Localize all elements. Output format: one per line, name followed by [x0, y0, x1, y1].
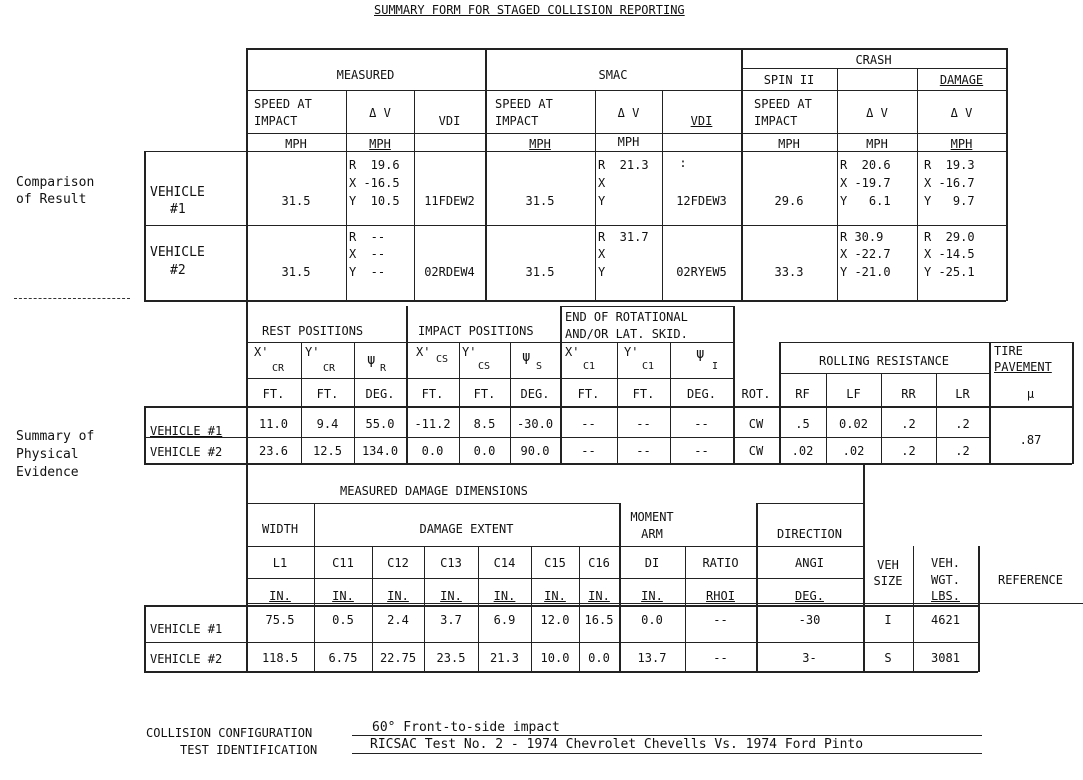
col-psi-s: ψ [522, 349, 531, 365]
test-id-label: TEST IDENTIFICATION [180, 743, 318, 757]
col-x-cs: X' [416, 345, 431, 359]
col-y-cs-sub: CS [478, 361, 491, 372]
unit-7: FT. [577, 387, 600, 401]
rr-col-lf: LF [846, 387, 861, 401]
phys-v1-label: VEHICLE #1 [150, 424, 223, 438]
unit-5: FT. [473, 387, 496, 401]
v1-d-dv-r: R 19.3 [924, 158, 975, 172]
v2-d-dv-r: R 29.0 [924, 230, 975, 244]
pavement-header: PAVEMENT [994, 360, 1052, 374]
direction-header: DIRECTION [776, 527, 843, 541]
veh-wgt-header-3: LBS. [931, 589, 960, 603]
unit-8: FT. [632, 387, 655, 401]
end-rot-header-2: AND/OR LAT. SKID. [565, 327, 688, 341]
dunit-6: IN. [544, 589, 566, 603]
unit-9: DEG. [687, 387, 716, 401]
d-dv-label: Δ V [950, 106, 973, 120]
v2-s-speed: 31.5 [525, 265, 555, 279]
s-vdi-label: VDI [690, 114, 713, 128]
dmg-v2-c11: 6.75 [328, 651, 358, 665]
m-dv-label: Δ V [369, 106, 391, 120]
col-psi-s-sub: S [536, 361, 543, 372]
phys-v1-c6: -30.0 [516, 417, 554, 431]
p-speed-unit: MPH [778, 137, 800, 151]
dunit-4: IN. [440, 589, 462, 603]
dmg-v2-c12: 22.75 [379, 651, 417, 665]
v1-s-dv-x: X [598, 176, 606, 190]
unit-6: DEG. [520, 387, 550, 401]
dmg-v1-l1: 75.5 [265, 613, 295, 627]
p-speed-label-2: IMPACT [754, 114, 798, 128]
phys-v2-c8: -- [636, 444, 651, 458]
form-title: SUMMARY FORM FOR STAGED COLLISION REPORTING [374, 3, 685, 17]
v1-s-dv-r: R 21.3 [598, 158, 649, 172]
col-y-cs: Y' [462, 345, 477, 359]
dunit-1: IN. [269, 589, 291, 603]
vehicle-2-label: VEHICLE [150, 245, 205, 260]
dmg-v1-c15: 12.0 [540, 613, 570, 627]
damage-header: DAMAGE [939, 73, 984, 87]
dmg-v1-c13: 3.7 [440, 613, 462, 627]
side-label-comparison-1: Comparison [16, 175, 95, 190]
v2-p-dv-x: X -22.7 [840, 247, 891, 261]
rr-v2-rot: CW [748, 444, 764, 458]
vehicle-1-num: #1 [170, 202, 186, 217]
v2-m-vdi: 02RDEW4 [424, 265, 475, 279]
col-y-cr-sub: CR [323, 363, 336, 374]
side-label-comparison-2: of Result [16, 192, 87, 207]
dmg-v1-size: I [884, 613, 892, 627]
unit-3: DEG. [365, 387, 395, 401]
veh-wgt-header-2: WGT. [931, 573, 960, 587]
col-psi-r: ψ [367, 352, 376, 368]
rolling-resistance-header: ROLLING RESISTANCE [818, 354, 950, 368]
smac-header: SMAC [598, 68, 628, 82]
v2-d-dv-x: X -14.5 [924, 247, 975, 261]
v2-s-vdi: 02RYEW5 [676, 265, 727, 279]
phys-v2-c5: 0.0 [473, 444, 496, 458]
veh-wgt-header-1: VEH. [931, 556, 960, 570]
phys-v1-c9: -- [694, 417, 709, 431]
dcol-c14: C14 [493, 556, 516, 570]
m-dv-unit: MPH [369, 137, 391, 151]
reference-header: REFERENCE [997, 573, 1064, 587]
width-header: WIDTH [261, 522, 299, 536]
veh-size-header-2: SIZE [873, 574, 903, 588]
phys-v1-c4: -11.2 [414, 417, 451, 431]
dmg-v1-angi: -30 [798, 613, 821, 627]
v2-d-dv-y: Y -25.1 [924, 265, 975, 279]
s-speed-label-1: SPEED AT [495, 97, 553, 111]
phys-v1-c7: -- [581, 417, 596, 431]
phys-v2-c9: -- [694, 444, 709, 458]
dcol-l1: L1 [272, 556, 288, 570]
dmg-v1-label: VEHICLE #1 [150, 622, 223, 636]
v2-m-dv-x: X -- [349, 247, 386, 261]
v1-s-mark: : [679, 156, 687, 170]
phys-v1-c3: 55.0 [365, 417, 395, 431]
dunit-3: IN. [387, 589, 409, 603]
dmg-v1-c12: 2.4 [387, 613, 409, 627]
rr-v2-lr: .2 [955, 444, 970, 458]
col-y-cr: Y' [305, 345, 320, 359]
phys-v2-c6: 90.0 [520, 444, 550, 458]
rr-v2-rf: .02 [791, 444, 814, 458]
v2-m-dv-y: Y -- [349, 265, 386, 279]
col-psi-i-sub: I [712, 361, 719, 372]
veh-size-header-1: VEH [877, 558, 899, 572]
rr-v1-lf: 0.02 [839, 417, 868, 431]
dmg-v1-c11: 0.5 [332, 613, 354, 627]
v2-p-speed: 33.3 [774, 265, 804, 279]
collision-config-value: 60° Front-to-side impact [372, 720, 560, 735]
dcol-ratio: RATIO [702, 556, 739, 570]
s-speed-label-2: IMPACT [495, 114, 539, 128]
v1-m-dv-r: R 19.6 [349, 158, 400, 172]
dcol-angi: ANGI [795, 556, 824, 570]
v1-p-dv-y: Y 6.1 [840, 194, 891, 208]
col-x-cr-sub: CR [272, 363, 285, 374]
dunit-7: IN. [588, 589, 610, 603]
v1-s-speed: 31.5 [525, 194, 555, 208]
dmg-v1-c16: 16.5 [584, 613, 614, 627]
tire-header: TIRE [994, 344, 1023, 358]
dmg-v2-wgt: 3081 [931, 651, 960, 665]
damage-extent-header: DAMAGE EXTENT [419, 522, 514, 536]
unit-1: FT. [262, 387, 285, 401]
dcol-c15: C15 [544, 556, 566, 570]
config-underline [352, 735, 982, 736]
rr-v2-lf: .02 [842, 444, 865, 458]
dmg-v2-c14: 21.3 [490, 651, 519, 665]
s-dv-unit: MPH [617, 135, 640, 149]
p-dv-unit: MPH [866, 137, 888, 151]
phys-v1-c1: 11.0 [259, 417, 288, 431]
spin-header: SPIN II [763, 73, 815, 87]
rest-positions-header: REST POSITIONS [262, 324, 364, 338]
mu-symbol: μ [1026, 387, 1035, 401]
v1-p-speed: 29.6 [774, 194, 804, 208]
col-x-cs-sub: CS [436, 354, 449, 365]
side-label-physical-2: Physical [16, 447, 79, 462]
rr-v1-rf: .5 [795, 417, 810, 431]
phys-v2-c1: 23.6 [259, 444, 288, 458]
rr-v1-lr: .2 [955, 417, 970, 431]
v1-d-dv-x: X -16.7 [924, 176, 975, 190]
dmg-v2-angi: 3- [802, 651, 817, 665]
measured-header: MEASURED [336, 68, 395, 82]
phys-v2-c4: 0.0 [421, 444, 444, 458]
dmg-v2-size: S [884, 651, 892, 665]
m-speed-unit: MPH [285, 137, 307, 151]
col-psi-r-sub: R [380, 363, 387, 374]
v2-p-dv-y: Y -21.0 [840, 265, 891, 279]
vehicle-1-label: VEHICLE [150, 185, 205, 200]
m-speed-label-1: SPEED AT [254, 97, 312, 111]
impact-positions-header: IMPACT POSITIONS [418, 324, 534, 338]
col-y-c1-sub: C1 [642, 361, 655, 372]
dcol-di: DI [644, 556, 660, 570]
v2-s-dv-y: Y [598, 265, 606, 279]
dmg-v2-di: 13.7 [637, 651, 667, 665]
v2-p-dv-r: R 30.9 [840, 230, 884, 244]
dunit-2: IN. [332, 589, 354, 603]
side-label-physical-1: Summary of [16, 429, 95, 444]
p-speed-label-1: SPEED AT [754, 97, 812, 111]
phys-v2-c3: 134.0 [361, 444, 399, 458]
col-x-cr: X' [254, 345, 269, 359]
test-underline [352, 753, 982, 754]
rr-col-lr: LR [955, 387, 970, 401]
crash-header: CRASH [855, 53, 892, 67]
rr-v1-rr: .2 [901, 417, 916, 431]
v1-p-dv-x: X -19.7 [840, 176, 891, 190]
side-label-physical-3: Evidence [16, 465, 79, 480]
d-dv-unit: MPH [950, 137, 973, 151]
dmg-v2-c16: 0.0 [588, 651, 610, 665]
dmg-v1-c14: 6.9 [493, 613, 516, 627]
v1-s-dv-y: Y [598, 194, 606, 208]
v2-m-speed: 31.5 [281, 265, 311, 279]
phys-v1-c5: 8.5 [473, 417, 496, 431]
v1-m-dv-x: X -16.5 [349, 176, 400, 190]
phys-v2-label: VEHICLE #2 [150, 445, 223, 459]
rr-col-rf: RF [795, 387, 810, 401]
dunit-10: DEG. [795, 589, 824, 603]
mdd-header: MEASURED DAMAGE DIMENSIONS [340, 484, 528, 498]
dmg-v1-di: 0.0 [641, 613, 663, 627]
phys-v1-c2: 9.4 [316, 417, 339, 431]
phys-v2-c2: 12.5 [313, 444, 342, 458]
m-speed-label-2: IMPACT [254, 114, 298, 128]
dcol-c12: C12 [387, 556, 409, 570]
section-divider [14, 298, 130, 300]
col-x-c1: X' [565, 345, 580, 359]
dcol-c16: C16 [588, 556, 610, 570]
dmg-v1-wgt: 4621 [931, 613, 960, 627]
rr-v2-rr: .2 [901, 444, 916, 458]
v1-m-dv-y: Y 10.5 [349, 194, 400, 208]
phys-v2-c7: -- [581, 444, 596, 458]
dcol-c13: C13 [440, 556, 462, 570]
mu-value: .87 [1019, 433, 1042, 447]
dmg-v2-l1: 118.5 [261, 651, 299, 665]
collision-config-label: COLLISION CONFIGURATION [146, 726, 313, 740]
dmg-v2-c13: 23.5 [436, 651, 466, 665]
v2-s-dv-r: R 31.7 [598, 230, 649, 244]
s-dv-label: Δ V [617, 106, 640, 120]
v2-s-dv-x: X [598, 247, 606, 261]
moment-header-1: MOMENT [630, 510, 674, 524]
unit-2: FT. [316, 387, 339, 401]
dunit-8: IN. [641, 589, 663, 603]
dcol-c11: C11 [332, 556, 354, 570]
end-rot-header-1: END OF ROTATIONAL [565, 310, 688, 324]
s-speed-unit: MPH [529, 137, 551, 151]
col-psi-i: ψ [696, 346, 705, 362]
v1-d-dv-y: Y 9.7 [924, 194, 975, 208]
v1-s-vdi: 12FDEW3 [676, 194, 727, 208]
col-y-c1: Y' [624, 345, 639, 359]
dmg-v1-ratio: -- [713, 613, 728, 627]
test-id-value: RICSAC Test No. 2 - 1974 Chevrolet Chevells Vs. 1974 Ford Pinto [370, 737, 864, 752]
unit-4: FT. [421, 387, 444, 401]
phys-v1-c8: -- [636, 417, 651, 431]
p-dv-label: Δ V [866, 106, 888, 120]
rr-v1-rot: CW [748, 417, 764, 431]
dmg-v2-c15: 10.0 [540, 651, 570, 665]
rr-col-rr: RR [901, 387, 916, 401]
v1-p-dv-r: R 20.6 [840, 158, 891, 172]
m-vdi-label: VDI [438, 114, 461, 128]
v2-m-dv-r: R -- [349, 230, 386, 244]
dunit-9: RHOI [706, 589, 735, 603]
v1-m-vdi: 11FDEW2 [424, 194, 475, 208]
v1-m-speed: 31.5 [281, 194, 311, 208]
dmg-v2-label: VEHICLE #2 [150, 652, 223, 666]
vehicle-2-num: #2 [170, 263, 186, 278]
moment-header-2: ARM [641, 527, 663, 541]
dunit-5: IN. [493, 589, 516, 603]
dmg-v2-ratio: -- [713, 651, 728, 665]
col-x-c1-sub: C1 [583, 361, 596, 372]
rr-col-rot: ROT. [741, 387, 771, 401]
